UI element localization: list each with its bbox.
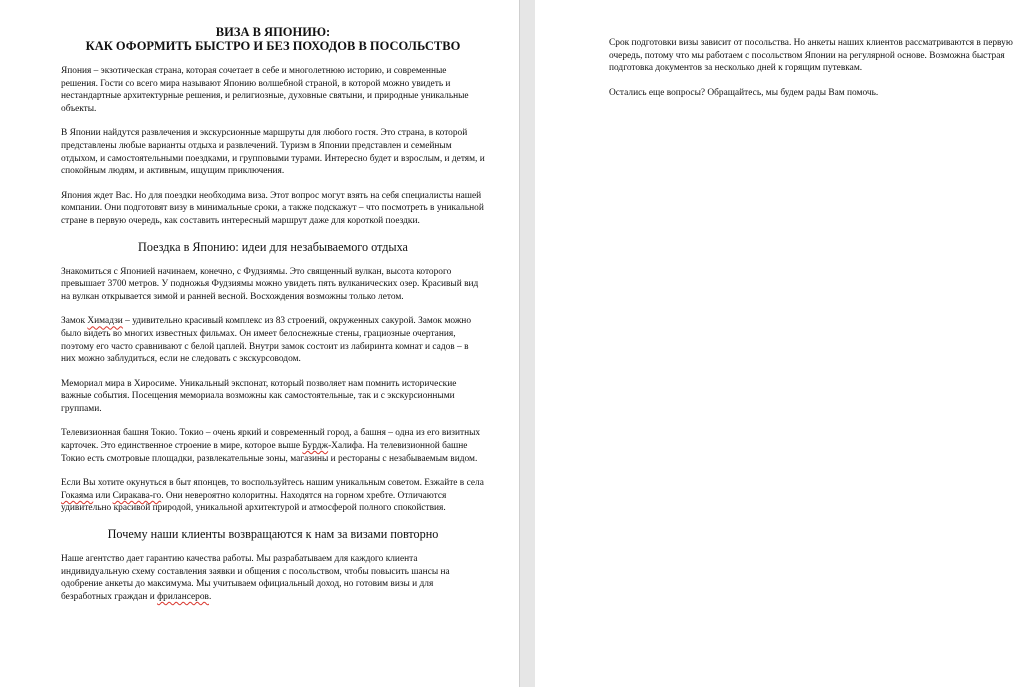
intro-paragraph-1: Япония – экзотическая страна, которая сочетает в себе и многолетнюю историю, и современные решения. Гости со всего мира называют Японию волшебной страной, в которой можно увидеть и нестандартные архитектурные решения, и религиозные, духовные святыни, и природные уникальные объекты. [61,66,469,114]
intro-paragraph-3: Япония ждет Вас. Но для поездки необходима виза. Этот вопрос могут взять на себя специалисты нашей компании. Они подготовят визу в минимальные сроки, а также подскажут – что посмотреть в уникальной стране в первую очередь, как составить интересный маршрут даже для короткой поездки. [61,190,484,226]
spellcheck-word-shirakawa[interactable]: Сиракава-го [112,490,162,501]
page-2-content [609,37,1019,111]
text-run: Если Вы хотите окунуться в быт японцев, то воспользуйтесь нашим уникальным советом. Езжайте в села [61,478,484,489]
text-run: или [93,490,113,501]
hiroshima-paragraph: Мемориал мира в Хиросиме. Уникальный экспонат, который позволяет нам помнить исторические важные события. Посещения мемориала возможны как самостоятельные, так и с экскурсионными группами. [61,378,457,414]
section-heading-trip-ideas: Поездка в Японию: идеи для незабываемого отдыха [138,239,408,254]
fuji-paragraph: Знакомиться с Японией начинаем, конечно, с Фудзиямы. Это священный вулкан, высота которого превышает 3700 метров. У подножья Фудзиямы можно увидеть пять вулканических озер. Красивый вид на вулкан открывается зимой и ранней весной. Восхождения возможны только летом. [61,266,479,302]
spellcheck-word-gokayama[interactable]: Гокаяма [61,490,94,501]
tokyo-tower-paragraph [61,427,485,465]
text-run: -Халифа. На телевизионной башне Токио есть смотровые площадки, развлекательные зоны, магазины и рестораны с незабываемым видом. [61,441,478,464]
document-page-2 [535,0,1034,687]
villages-paragraph [61,477,485,515]
text-run: . [208,591,212,602]
agency-paragraph [61,553,485,603]
text-run: Замок [61,316,88,327]
contact-paragraph: Остались еще вопросы? Обращайтесь, мы будем рады Вам помочь. [609,87,879,98]
himeji-paragraph [61,315,485,365]
spellcheck-word-himeji[interactable]: Химадзи [87,316,123,327]
text-run: . Они невероятно колоритны. Находятся на горном хребте. Отличаются удивительно красивой природой, уникальной архитектурой и атмосферой полного спокойствия. [61,490,447,514]
spellcheck-word-freelancers[interactable]: фрилансеров [157,591,209,602]
spellcheck-word-burj[interactable]: Бурдж [302,441,329,452]
title-line-1: ВИЗА В ЯПОНИЮ: [215,25,331,39]
text-run: Наше агентство дает гарантию качества работы. Мы разрабатываем для каждого клиента индивидуальную схему составления заявки и общения с посольством, чтобы повысить шансы на одобрение анкеты до максимума. Мы учитываем официальный доход, но готовим визы и для безработных граждан и [61,554,450,602]
page-gutter [519,0,536,687]
text-run: Телевизионная башня Токио. Токио – очень яркий и современный город, а башня – одна из его визитных карточек. Это единственное строение в мире, которое выше [61,428,481,452]
section-heading-why-return: Почему наши клиенты возвращаются к нам за визами повторно [107,527,439,542]
text-run: – удивительно красивый комплекс из 83 строений, окруженных сакурой. Замок можно было видеть во многих известных фильмах. Он имеет белоснежные стены, грациозные очертания, поэтому его часто сравнивают с белой цаплей. Внутри замок состоит из лабиринта комнат и садов – в них можно заблудиться, если не следовать с экскурсоводом. [61,316,472,365]
document-title [61,25,485,53]
title-line-2: КАК ОФОРМИТЬ БЫСТРО И БЕЗ ПОХОДОВ В ПОСОЛЬСТВО [85,39,461,53]
intro-paragraph-2: В Японии найдутся развлечения и экскурсионные маршруты для любого гостя. Это страна, в которой представлены любые варианты отдыха и развлечений. Туризм в Японии представлен и семейным отдыхом, и самостоятельными поездками, и групповыми турами. Интересно будет и взрослым, и детям, и спокойным людям, и активным, ищущим приключения. [61,128,485,177]
processing-time-paragraph: Срок подготовки визы зависит от посольства. Но анкеты наших клиентов рассматриваются в первую очередь, потому что мы работаем с посольством Японии на регулярной основе. Возможна быстрая подготовка документов за несколько дней к горящим путевкам. [609,38,1013,74]
page-1-content [61,25,485,615]
